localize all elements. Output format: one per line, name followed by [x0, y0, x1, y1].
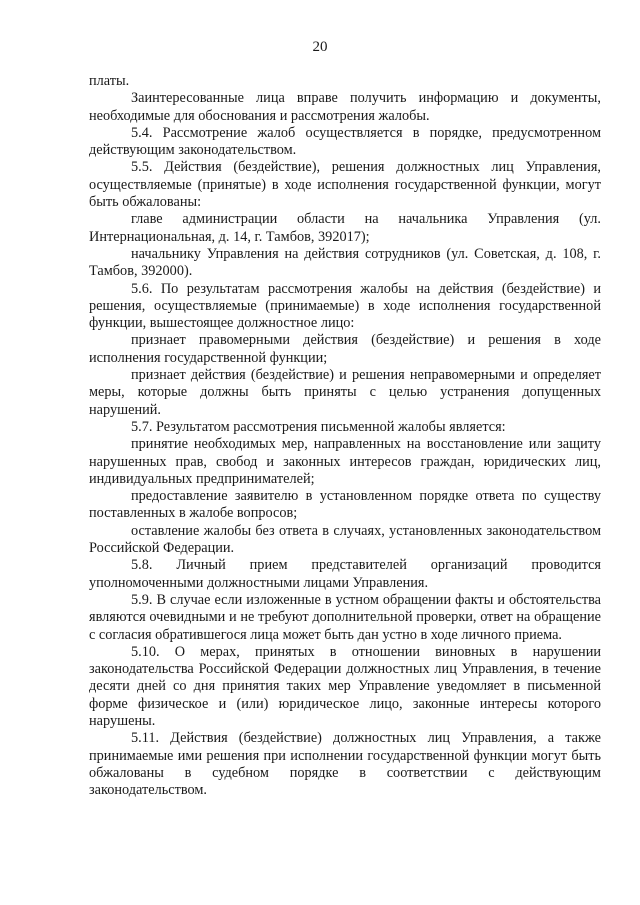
document-body	[89, 73, 601, 799]
page-number: 20	[312, 39, 328, 55]
paragraph-appeal-head: начальнику Управления на действия сотрудников (ул. Советская, д. 108, г. Тамбов, 392000).	[89, 245, 601, 280]
paragraph-leave-unanswered: оставление жалобы без ответа в случаях, установленных законодательством Российской Федерации.	[89, 522, 601, 557]
paragraph-5-10: 5.10. О мерах, принятых в отношении виновных в нарушении законодательства Российской Федерации должностных лиц Управления, в течение десяти дней со дня принятия таких мер Управление уведомляет в письменной форме физическое и (или) юридическое лицо, законные интересы которого нарушены.	[89, 643, 601, 729]
paragraph-5-4: 5.4. Рассмотрение жалоб осуществляется в порядке, предусмотренном действующим законодательством.	[89, 124, 601, 159]
paragraph-unlawful-actions: признает действия (бездействие) и решения неправомерными и определяет меры, которые должны быть приняты с целью устранения допущенных нарушений.	[89, 367, 601, 418]
paragraph-provide-answer: предоставление заявителю в установленном порядке ответа по существу поставленных в жалобе вопросов;	[89, 488, 601, 522]
paragraph-5-8: 5.8. Личный прием представителей организаций проводится уполномоченными должностными лицами Управления.	[89, 557, 601, 591]
paragraph-5-7: 5.7. Результатом рассмотрения письменной жалобы является:	[131, 418, 506, 435]
paragraph-restore-rights: принятие необходимых мер, направленных на восстановление или защиту нарушенных прав, свобод и законных интересов граждан, юридических лиц, индивидуальных предпринимателей;	[89, 436, 601, 487]
paragraph-information-right: Заинтересованные лица вправе получить информацию и документы, необходимые для обоснования и рассмотрения жалобы.	[89, 90, 601, 124]
paragraph-5-11: 5.11. Действия (бездействие) должностных лиц Управления, а также принимаемые ими решения при исполнении государственной функции могут быть обжалованы в судебном порядке в соответствии с действующим законодательством.	[89, 730, 601, 799]
paragraph-5-6: 5.6. По результатам рассмотрения жалобы на действия (бездействие) и решения, осуществляемые (принимаемые) в ходе исполнения государственной функции, вышестоящее должностное лицо:	[89, 280, 601, 332]
paragraph-continuation: платы.	[89, 73, 130, 89]
paragraph-appeal-governor: главе администрации области на начальника Управления (ул. Интернациональная, д. 14, г. Тамбов, 392017);	[89, 211, 601, 245]
paragraph-5-9: 5.9. В случае если изложенные в устном обращении факты и обстоятельства являются очевидными и не требуют дополнительной проверки, ответ на обращение с согласия обратившегося лица может быть дан устно в ходе личного приема.	[89, 591, 601, 643]
paragraph-lawful-actions: признает правомерными действия (бездействие) и решения в ходе исполнения государственной функции;	[89, 332, 601, 366]
paragraph-5-5: 5.5. Действия (бездействие), решения должностных лиц Управления, осуществляемые (принятые) в ходе исполнения государственной функции, могут быть обжалованы:	[89, 159, 601, 211]
